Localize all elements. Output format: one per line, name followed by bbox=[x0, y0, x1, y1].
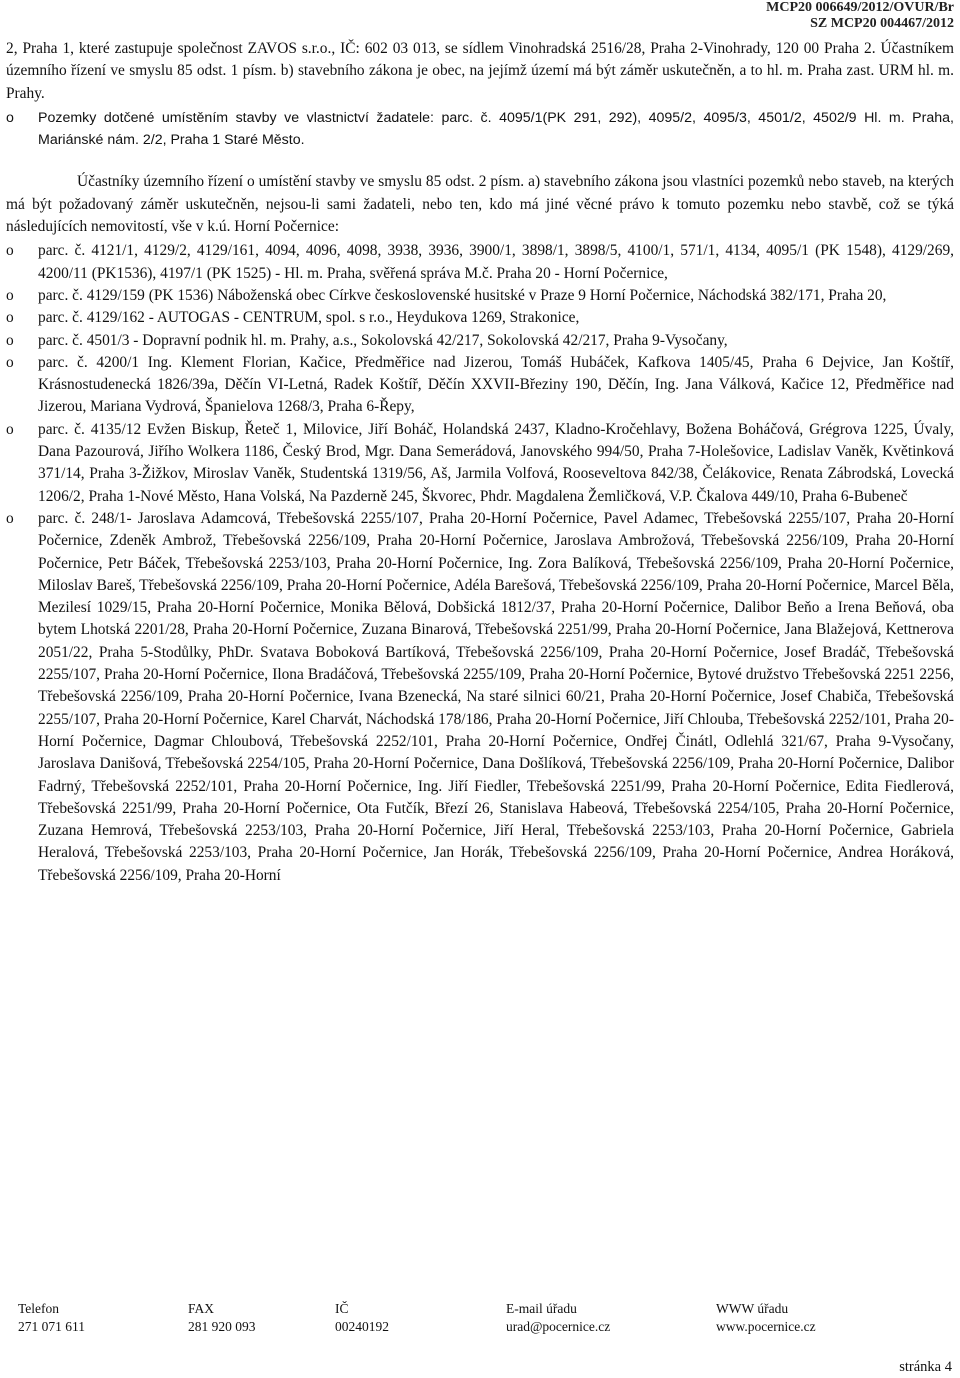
list-item-text: parc. č. 4135/12 Evžen Biskup, Řeteč 1, Milovice, Jiří Boháč, Holandská 2437, Kladno-Kročehlavy, Božena Boháčová, Grégrova 1225, Úvaly, Dana Pazourová, Jiřího Wolkera 1186, Český Brod, Mgr. Dana Semerádová, Janovského 994/50, Praha 7-Holešovice, Ladislav Vaněk, Květinková 371/14, Praha 3-Žižkov, Miroslav Vaněk, Studentská 1319/56, Aš, Jarmila Volfová, Rooseveltova 842/38, Čelákovice, Renata Zábrodská, Lovecká 1206/2, Praha 1-Nové Město, Hana Volská, Na Pazderně 245, Škvorec, Phdr. Magdalena Žemličková, V.P. Čkalova 449/10, Praha 6-Bubeneč bbox=[38, 420, 954, 505]
document-reference bbox=[766, 0, 954, 32]
footer-fax-label: FAX bbox=[188, 1301, 215, 1316]
list-item-text: parc. č. 4129/159 (PK 1536) Náboženská obec Církve československé husitské v Praze 9 Horní Počernice, Náchodská 382/171, Praha 20, bbox=[38, 286, 887, 304]
footer-www bbox=[716, 1300, 816, 1336]
footer-email-label: E-mail úřadu bbox=[506, 1301, 577, 1316]
list-item bbox=[6, 240, 954, 285]
bullet-marker: o bbox=[6, 309, 14, 327]
reference-number-1: MCP20 006649/2012/OVUR/Br bbox=[766, 0, 954, 15]
intro-continuation: 2, Praha 1, které zastupuje společnost ZAVOS s.r.o., IČ: 602 03 013, se sídlem Vinohradská 2516/28, Praha 2-Vinohrady, 120 00 Praha 2. Účastníkem územního řízení ve smyslu 85 odst. 1 písm. b) stavebního zákona je obec, na jejímž území má být záměr uskutečněn, a to hl. m. Praha zast. URM hl. m. Prahy. bbox=[6, 40, 954, 102]
list-item bbox=[6, 107, 954, 152]
document-body bbox=[6, 38, 954, 887]
footer-email-link[interactable]: urad@pocernice.cz bbox=[506, 1319, 611, 1334]
list-item bbox=[6, 352, 954, 419]
reference-number-2: SZ MCP20 004467/2012 bbox=[810, 16, 954, 31]
list-item bbox=[6, 285, 954, 307]
bullet-marker: o bbox=[6, 353, 14, 371]
list-item-text: parc. č. 4129/162 - AUTOGAS - CENTRUM, spol. s r.o., Heydukova 1269, Strakonice, bbox=[38, 309, 580, 327]
bullet-marker: o bbox=[6, 331, 14, 349]
footer-ic-label: IČ bbox=[335, 1301, 349, 1316]
footer-phone-label: Telefon bbox=[18, 1301, 60, 1316]
parcel-list bbox=[6, 240, 954, 887]
footer-phone-value: 271 071 611 bbox=[18, 1319, 85, 1334]
list-item-text: parc. č. 4501/3 - Dopravní podnik hl. m. Prahy, a.s., Sokolovská 42/217, Sokolovská 42/217, Praha 9-Vysočany, bbox=[38, 331, 728, 349]
bullet-marker: o bbox=[6, 509, 14, 527]
footer-ic bbox=[335, 1300, 389, 1336]
bullet-marker: o bbox=[6, 109, 14, 126]
footer-fax-value: 281 920 093 bbox=[188, 1319, 256, 1334]
footer-email bbox=[506, 1300, 610, 1336]
list-item bbox=[6, 419, 954, 508]
list-item bbox=[6, 330, 954, 352]
page-number: stránka 4 bbox=[899, 1359, 952, 1375]
list-item-text: parc. č. 4121/1, 4129/2, 4129/161, 4094, 4096, 4098, 3938, 3936, 3900/1, 3898/1, 3898/5, 4100/1, 571/1, 4134, 4095/1 (PK 1548), 4129/269, 4200/11 (PK1536), 4197/1 (PK 1525) - Hl. m. Praha, svěřená správa M.č. Praha 20 - Horní Počernice, bbox=[38, 242, 954, 282]
list-item bbox=[6, 508, 954, 887]
footer-ic-value: 00240192 bbox=[335, 1319, 389, 1334]
bullet-marker: o bbox=[6, 286, 14, 304]
footer-www-link[interactable]: www.pocernice.cz bbox=[716, 1319, 816, 1334]
bullet-marker: o bbox=[6, 242, 14, 260]
list-item-text: Pozemky dotčené umístěním stavby ve vlastnictví žadatele: parc. č. 4095/1(PK 291, 292), 4095/2, 4095/3, 4501/2, 4502/9 Hl. m. Praha, Mariánské nám. 2/2, Praha 1 Staré Město. bbox=[38, 109, 954, 149]
list-item-text: parc. č. 248/1- Jaroslava Adamcová, Třebešovská 2255/107, Praha 20-Horní Počernice, Pavel Adamec, Třebešovská 2255/107, Praha 20-Horní Počernice, Zdeněk Ambrož, Třebešovská 2256/109, Praha 20-Horní Počernice, Jaroslava Ambrožová, Třebešovská 2256/109, Praha 20-Horní Počernice, Petr Báček, Třebešovská 2253/103, Praha 20-Horní Počernice, Ing. Zora Balíková, Třebešovská 2256/109, Praha 20-Horní Počernice, Miloslav Bareš, Třebešovská 2256/109, Praha 20-Horní Počernice, Adéla Barešová, Třebešovská 2256/109, Praha 20-Horní Počernice, Marcel Běla, Mezilesí 1029/15, Praha 20-Horní Počernice, Monika Bělová, Dobšická 1812/37, Praha 20-Horní Počernice, Dalibor Beňo a Irena Beňová, oba bytem Lhotská 2201/28, Praha 20-Horní Počernice, Zuzana Binarová, Třebešovská 2251/99, Praha 20-Horní Počernice, Jana Blažejová, Kettnerova 2051/22, Praha 5-Stodůlky, PhDr. Svatava Boboková Bartíková, Třebešovská 2256/109, Praha 20-Horní Počernice, Josef Bradáč, Třebešovská 2255/107, Praha 20-Horní Počernice, Ilona Bradáčová, Třebešovská 2255/109, Praha 20-Horní Počernice, Bytové družstvo Třebešovská 2251 2256, Třebešovská 2256/109, Praha 20-Horní Počernice, Ivana Bzenecká, Na staré silnici 60/21, Praha 20-Horní Počernice, Josef Chabiča, Třebešovská 2255/107, Praha 20-Horní Počernice, Karel Charvát, Náchodská 178/186, Praha 20-Horní Počernice, Jiří Chlouba, Třebešovská 2252/101, Praha 20-Horní Počernice, Dagmar Chloubová, Třebešovská 2252/101, Praha 20-Horní Počernice, Ondřej Činátl, Odlehlá 321/67, Praha 9-Vysočany, Jaroslava Danišová, Třebešovská 2254/105, Praha 20-Horní Počernice, Dana Došlíková, Třebešovská 2256/109, Praha 20-Horní Počernice, Dalibor Fadrný, Třebešovská 2252/101, Praha 20-Horní Počernice, Ing. Jiří Fiedler, Třebešovská 2251/99, Praha 20-Horní Počernice, Edita Fiedlerová, Třebešovská 2251/99, Praha 20-Horní Počernice, Ota Futčík, Březí 26, Stanislava Habeová, Třebešovská 2254/105, Praha 20-Horní Počernice, Zuzana Hemrová, Třebešovská 2253/103, Praha 20-Horní Počernice, Jiří Heral, Třebešovská 2253/103, Praha 20-Horní Počernice, Gabriela Heralová, Třebešovská 2253/103, Praha 20-Horní Počernice, Jan Horák, Třebešovská 2256/109, Praha 20-Horní Počernice, Andrea Horáková, Třebešovská 2256/109, Praha 20-Horní bbox=[38, 509, 954, 884]
bullet-marker: o bbox=[6, 420, 14, 438]
footer-www-label: WWW úřadu bbox=[716, 1301, 789, 1316]
list-item bbox=[6, 307, 954, 329]
list-item-text: parc. č. 4200/1 Ing. Klement Florian, Kačice, Předměřice nad Jizerou, Tomáš Hubáček, Kafkova 1405/45, Praha 6 Dejvice, Jan Koštíř, Krásnostudenecká 1826/39a, Děčín VI-Letná, Radek Koštíř, Děčín XXVII-Březiny 190, Děčín, Ing. Jana Válková, Kačice 12, Předměřice nad Jizerou, Mariana Vydrová, Španielova 1268/3, Praha 6-Řepy, bbox=[38, 353, 954, 416]
footer-phone bbox=[18, 1300, 85, 1336]
participants-paragraph: Účastníky územního řízení o umístění stavby ve smyslu 85 odst. 2 písm. a) stavebního zákona jsou vlastníci pozemků nebo staveb, na kterých má být požadovaný záměr uskutečněn, nejsou-li sami žadateli, nebo ten, kdo má jiné věcné právo k tomuto pozemku nebo stavbě, což se týká následujících nemovitostí, vše v k.ú. Horní Počernice: bbox=[6, 173, 954, 236]
footer-fax bbox=[188, 1300, 256, 1336]
